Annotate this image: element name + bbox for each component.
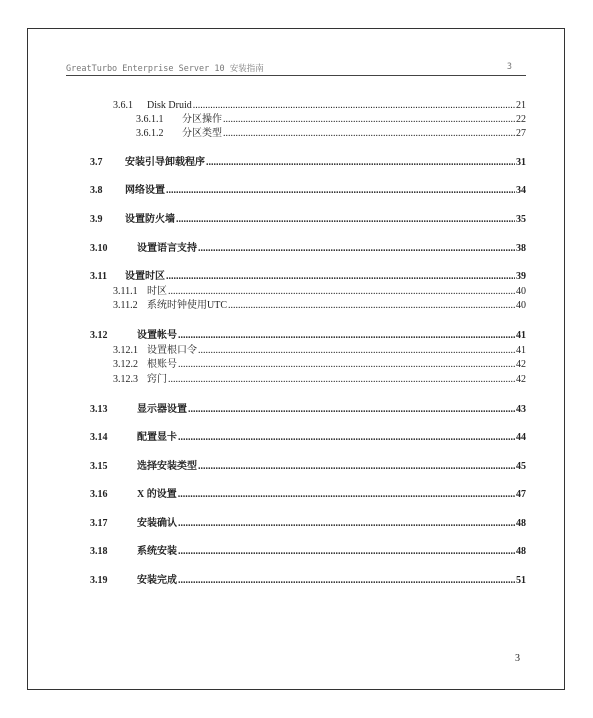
toc-entry[interactable] bbox=[136, 128, 526, 140]
toc-entry-page: 41 bbox=[516, 345, 526, 356]
toc-entry-label: 时区 bbox=[147, 286, 167, 297]
toc-entry-label: 窍门 bbox=[147, 374, 167, 385]
toc-entry-label: 安装确认 bbox=[137, 518, 177, 529]
toc-entry[interactable] bbox=[90, 243, 526, 255]
toc-dot-leader bbox=[178, 359, 515, 371]
toc-entry[interactable] bbox=[90, 330, 526, 342]
toc-entry-page: 34 bbox=[516, 185, 526, 196]
toc-dot-leader bbox=[178, 432, 515, 444]
toc-entry-label: 选择安装类型 bbox=[137, 461, 197, 472]
toc-entry-page: 38 bbox=[516, 243, 526, 254]
toc-entry-page: 41 bbox=[516, 330, 526, 341]
toc-entry-number: 3.11.2 bbox=[113, 300, 138, 311]
toc-dot-leader bbox=[166, 271, 515, 283]
toc-entry[interactable] bbox=[90, 157, 526, 169]
toc-dot-leader bbox=[198, 243, 515, 255]
toc-entry[interactable] bbox=[90, 461, 526, 473]
toc-dot-leader bbox=[178, 330, 515, 342]
toc-entry-number: 3.16 bbox=[90, 489, 108, 500]
toc-entry-number: 3.11 bbox=[90, 271, 107, 282]
toc-entry[interactable] bbox=[90, 404, 526, 416]
header-title: GreatTurbo Enterprise Server 10 安装指南 bbox=[66, 64, 264, 74]
toc-entry-label: 显示器设置 bbox=[137, 404, 187, 415]
toc-entry-number: 3.12.1 bbox=[113, 345, 138, 356]
toc-entry-label: 分区操作 bbox=[182, 114, 222, 125]
toc-entry-page: 45 bbox=[516, 461, 526, 472]
toc-entry-number: 3.6.1.1 bbox=[136, 114, 164, 125]
toc-dot-leader bbox=[176, 214, 515, 226]
toc-entry[interactable] bbox=[136, 114, 526, 126]
toc-dot-leader bbox=[193, 100, 515, 112]
toc-entry-number: 3.9 bbox=[90, 214, 103, 225]
header-page-number: 3 bbox=[506, 62, 512, 72]
toc-entry-page: 43 bbox=[516, 404, 526, 415]
toc-entry-number: 3.11.1 bbox=[113, 286, 138, 297]
toc-entry-page: 27 bbox=[516, 128, 526, 139]
toc-entry-number: 3.12.2 bbox=[113, 359, 138, 370]
toc-entry-number: 3.19 bbox=[90, 575, 108, 586]
toc-entry[interactable] bbox=[90, 185, 526, 197]
toc-entry-label: 安装完成 bbox=[137, 575, 177, 586]
toc-entry-number: 3.7 bbox=[90, 157, 103, 168]
toc-entry-page: 40 bbox=[516, 286, 526, 297]
toc-entry-label: 配置显卡 bbox=[137, 432, 177, 443]
toc-entry-number: 3.18 bbox=[90, 546, 108, 557]
toc-entry[interactable] bbox=[90, 489, 526, 501]
toc-entry-number: 3.12 bbox=[90, 330, 108, 341]
toc-entry-page: 48 bbox=[516, 546, 526, 557]
toc-dot-leader bbox=[223, 114, 515, 126]
toc-dot-leader bbox=[228, 300, 515, 312]
toc-entry-page: 44 bbox=[516, 432, 526, 443]
toc-entry-label: 安装引导卸载程序 bbox=[125, 157, 205, 168]
toc-entry-page: 51 bbox=[516, 575, 526, 586]
toc-entry-label: 设置帐号 bbox=[137, 330, 177, 341]
toc-entry-number: 3.6.1.2 bbox=[136, 128, 164, 139]
toc-entry[interactable] bbox=[113, 374, 526, 386]
toc-dot-leader bbox=[166, 185, 515, 197]
toc-entry-label: 设置语言支持 bbox=[137, 243, 197, 254]
footer-page-number: 3 bbox=[515, 653, 520, 664]
toc-entry[interactable] bbox=[90, 518, 526, 530]
toc-entry[interactable] bbox=[113, 359, 526, 371]
toc-entry-page: 47 bbox=[516, 489, 526, 500]
toc-entry[interactable] bbox=[90, 575, 526, 587]
toc-entry-page: 42 bbox=[516, 359, 526, 370]
toc-dot-leader bbox=[206, 157, 515, 169]
toc-entry-label: 设置防火墙 bbox=[125, 214, 175, 225]
toc-entry-label: 系统安装 bbox=[137, 546, 177, 557]
toc-entry[interactable] bbox=[90, 214, 526, 226]
toc-entry-page: 48 bbox=[516, 518, 526, 529]
toc-entry-number: 3.15 bbox=[90, 461, 108, 472]
toc-dot-leader bbox=[223, 128, 515, 140]
toc-dot-leader bbox=[168, 286, 515, 298]
toc-entry-page: 21 bbox=[516, 100, 526, 111]
toc-entry-label: 设置时区 bbox=[125, 271, 165, 282]
toc-entry-label: 设置根口令 bbox=[147, 345, 197, 356]
toc-entry-label: 分区类型 bbox=[182, 128, 222, 139]
toc-dot-leader bbox=[188, 404, 515, 416]
toc-entry[interactable] bbox=[113, 286, 526, 298]
toc-entry-label: X 的设置 bbox=[137, 489, 177, 500]
toc-dot-leader bbox=[178, 546, 515, 558]
toc-entry-number: 3.13 bbox=[90, 404, 108, 415]
toc-entry-label: 网络设置 bbox=[125, 185, 165, 196]
toc-entry-page: 22 bbox=[516, 114, 526, 125]
toc-entry-label: 根账号 bbox=[147, 359, 177, 370]
toc-entry[interactable] bbox=[90, 432, 526, 444]
toc-entry-label: 系统时钟使用UTC bbox=[147, 300, 227, 311]
toc-dot-leader bbox=[198, 345, 515, 357]
toc-entry-page: 39 bbox=[516, 271, 526, 282]
toc-entry[interactable] bbox=[113, 300, 526, 312]
toc-entry-number: 3.12.3 bbox=[113, 374, 138, 385]
toc-dot-leader bbox=[168, 374, 515, 386]
toc-entry-number: 3.14 bbox=[90, 432, 108, 443]
toc-entry-page: 40 bbox=[516, 300, 526, 311]
toc-entry-number: 3.17 bbox=[90, 518, 108, 529]
toc-entry-page: 35 bbox=[516, 214, 526, 225]
toc-entry[interactable] bbox=[113, 345, 526, 357]
toc-entry-number: 3.6.1 bbox=[113, 100, 133, 111]
toc-entry[interactable] bbox=[90, 546, 526, 558]
toc-entry-label: Disk Druid bbox=[147, 100, 192, 111]
toc-dot-leader bbox=[198, 461, 515, 473]
toc-entry[interactable] bbox=[90, 271, 526, 283]
toc-dot-leader bbox=[178, 518, 515, 530]
toc-entry-page: 31 bbox=[516, 157, 526, 168]
toc-entry-number: 3.8 bbox=[90, 185, 103, 196]
toc-entry[interactable] bbox=[113, 100, 526, 112]
toc-dot-leader bbox=[178, 575, 515, 587]
toc-entry-number: 3.10 bbox=[90, 243, 108, 254]
toc-entry-page: 42 bbox=[516, 374, 526, 385]
toc-dot-leader bbox=[178, 489, 515, 501]
header-rule bbox=[66, 75, 526, 76]
